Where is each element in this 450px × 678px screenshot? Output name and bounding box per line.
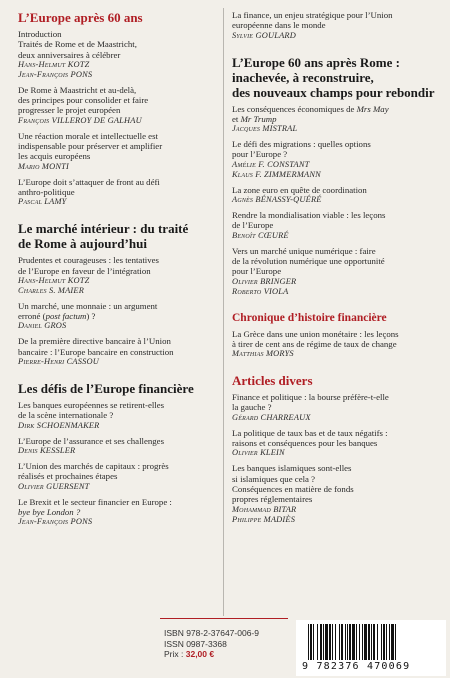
- author: Dirk SCHOENMAKER: [18, 420, 100, 430]
- article-entry: La Grèce dans une union monétaire : les leçons à tirer de cent ans de régime de taux de change Matthias MORYS: [232, 329, 438, 360]
- author: Klaus F. ZIMMERMANN: [232, 169, 321, 179]
- article-entry: De la première directive bancaire à l’Union bancaire : l’Europe bancaire en construction Pierre-Henri CASSOU: [18, 336, 214, 367]
- section-title: Articles divers: [232, 373, 313, 389]
- barcode-bar: [352, 624, 355, 660]
- right-column: [232, 10, 438, 530]
- author: Hans-Helmut KOTZ: [18, 275, 90, 285]
- barcode-bar: [362, 624, 363, 660]
- barcode-bar: [368, 624, 370, 660]
- barcode-bar: [383, 624, 385, 660]
- article-entry: Introduction Traités de Rome et de Maastricht, deux anniversaires à célébrer Hans-Helmut KOTZ Jean-François PONS: [18, 29, 214, 80]
- author: Matthias MORYS: [232, 349, 294, 359]
- barcode-bar: [381, 624, 382, 660]
- section-articles-divers: [232, 373, 438, 524]
- barcode-bar: [313, 624, 314, 660]
- article-entry: De Rome à Maastricht et au-delà, des principes pour consolider et faire progresser le projet européen François VILLEROY DE GALHAU: [18, 85, 214, 126]
- barcode-bar: [386, 624, 387, 660]
- section-title: L’Europe après 60 ans: [18, 10, 143, 25]
- author: Jean-François PONS: [18, 517, 93, 527]
- isbn: ISBN 978-2-37647-006-9: [164, 628, 259, 638]
- section-europe-apres-rome: [232, 55, 438, 297]
- author: Jean-François PONS: [18, 69, 93, 79]
- barcode-bar: [339, 624, 340, 660]
- section-chronique-histoire: [232, 311, 438, 360]
- author: Pascal LAMY: [18, 197, 67, 207]
- section-title: Chronique d’histoire financière: [232, 311, 387, 324]
- barcode-bar: [395, 624, 396, 660]
- section-defis-europe-financiere: [18, 381, 214, 527]
- section-title: Les défis de l’Europe financière: [18, 381, 194, 397]
- author: Denis KESSLER: [18, 445, 76, 455]
- author: Philippe MADIÈS: [232, 514, 296, 524]
- author: Amélie F. CONSTANT: [232, 159, 310, 169]
- article-entry: La politique de taux bas et de taux négatifs : raisons et conséquences pour les banques Olivier KLEIN: [232, 428, 438, 459]
- section-title: Le marché intérieur : du traité de Rome à aujourd’hui: [18, 221, 189, 252]
- author: Daniel GROS: [18, 321, 67, 331]
- article-entry: Une réaction morale et intellectuelle est indispensable pour préserver et amplifier les acquis européens Mario MONTI: [18, 131, 214, 172]
- article-entry: Un marché, une monnaie : un argument erroné (post factum) ? Daniel GROS: [18, 301, 214, 332]
- barcode-bar: [310, 624, 312, 660]
- barcode-bar: [364, 624, 367, 660]
- article-entry: Les banques européennes se retirent-elles de la scène internationale ? Dirk SCHOENMAKER: [18, 400, 214, 431]
- article-entry: Rendre la mondialisation viable : les leçons de l’Europe Benoît CŒURÉ: [232, 210, 438, 241]
- barcode-bar: [341, 624, 343, 660]
- article-entry: Les banques islamiques sont-elles si islamiques que cela ? Conséquences en matière de fonds propres réglementaires Mohammad BITAR Philippe MADIÈS: [232, 463, 438, 524]
- barcode-bar: [359, 624, 360, 660]
- barcode-bar: [335, 624, 336, 660]
- barcode-bar: [345, 624, 346, 660]
- barcode-bar: [349, 624, 351, 660]
- barcode-bar: [329, 624, 331, 660]
- article-entry: La finance, un enjeu stratégique pour l’Union européenne dans le monde Sylvie GOULARD: [232, 10, 438, 41]
- footer-rule: [160, 618, 288, 619]
- barcode-bar: [325, 624, 328, 660]
- barcode-number: 9 782376 470069: [302, 661, 411, 672]
- article-entry: Le défi des migrations : quelles options pour l’Europe ? Amélie F. CONSTANT Klaus F. ZIMMERMANN: [232, 139, 438, 180]
- author: François VILLEROY DE GALHAU: [18, 115, 142, 125]
- barcode: [296, 620, 446, 676]
- issn: ISSN 0987-3368: [164, 638, 227, 649]
- price: Prix : 32,00 €: [164, 649, 215, 659]
- section-title: L’Europe 60 ans après Rome : inachevée, à reconstruire, des nouveaux champs pour rebondir: [232, 54, 435, 100]
- article-entry: Le Brexit et le secteur financier en Europe : bye bye London ? Jean-François PONS: [18, 497, 214, 528]
- isbn-block: [164, 628, 259, 660]
- barcode-bar: [323, 624, 324, 660]
- author: Benoît CŒURÉ: [232, 230, 289, 240]
- article-entry: Finance et politique : la bourse préfère-t-elle la gauche ? Gérard CHARREAUX: [232, 392, 438, 423]
- author: Mohammad BITAR: [232, 504, 297, 514]
- article-entry: La zone euro en quête de coordination Agnès BÉNASSY-QUÉRÉ: [232, 185, 438, 205]
- barcode-bar: [320, 624, 322, 660]
- article-entry: Prudentes et courageuses : les tentatives de l’Europe en faveur de l’intégration Hans-Helmut KOTZ Charles S. MAIER: [18, 255, 214, 296]
- article-entry: Les conséquences économiques de Mrs May et Mr Trump Jacques MISTRAL: [232, 104, 438, 135]
- author: Agnès BÉNASSY-QUÉRÉ: [232, 195, 322, 205]
- barcode-bar: [308, 624, 309, 660]
- barcode-bar: [391, 624, 394, 660]
- barcode-bars-icon: [306, 624, 436, 662]
- author: Charles S. MAIER: [18, 285, 85, 295]
- barcode-bar: [347, 624, 348, 660]
- section-europe-60-ans: [18, 10, 214, 207]
- author: Pierre-Henri CASSOU: [18, 357, 100, 367]
- barcode-bar: [317, 624, 318, 660]
- author: Olivier GUERSENT: [18, 481, 90, 491]
- author: Hans-Helmut KOTZ: [18, 59, 90, 69]
- column-divider: [223, 8, 224, 616]
- barcode-bar: [332, 624, 333, 660]
- left-column: [18, 10, 214, 532]
- article-entry: L’Europe doit s’attaquer de front au défi anthro-politique Pascal LAMY: [18, 177, 214, 208]
- article-entry: L’Union des marchés de capitaux : progrès réalisés et prochaines étapes Olivier GUERSENT: [18, 461, 214, 492]
- author: Jacques MISTRAL: [232, 124, 298, 134]
- barcode-bar: [371, 624, 372, 660]
- barcode-bar: [373, 624, 375, 660]
- barcode-bar: [377, 624, 378, 660]
- barcode-bar: [356, 624, 357, 660]
- author: Olivier KLEIN: [232, 448, 285, 458]
- section-marche-interieur: [18, 221, 214, 367]
- barcode-bar: [389, 624, 390, 660]
- author: Gérard CHARREAUX: [232, 412, 311, 422]
- article-entry: Vers un marché unique numérique : faire de la révolution numérique une opportunité pour l’Europe Olivier BRINGER Roberto VIOLA: [232, 246, 438, 297]
- author: Sylvie GOULARD: [232, 30, 296, 40]
- author: Olivier BRINGER: [232, 276, 297, 286]
- article-entry: L’Europe de l’assurance et ses challenges Denis KESSLER: [18, 436, 214, 456]
- author: Roberto VIOLA: [232, 286, 289, 296]
- author: Mario MONTI: [18, 161, 69, 171]
